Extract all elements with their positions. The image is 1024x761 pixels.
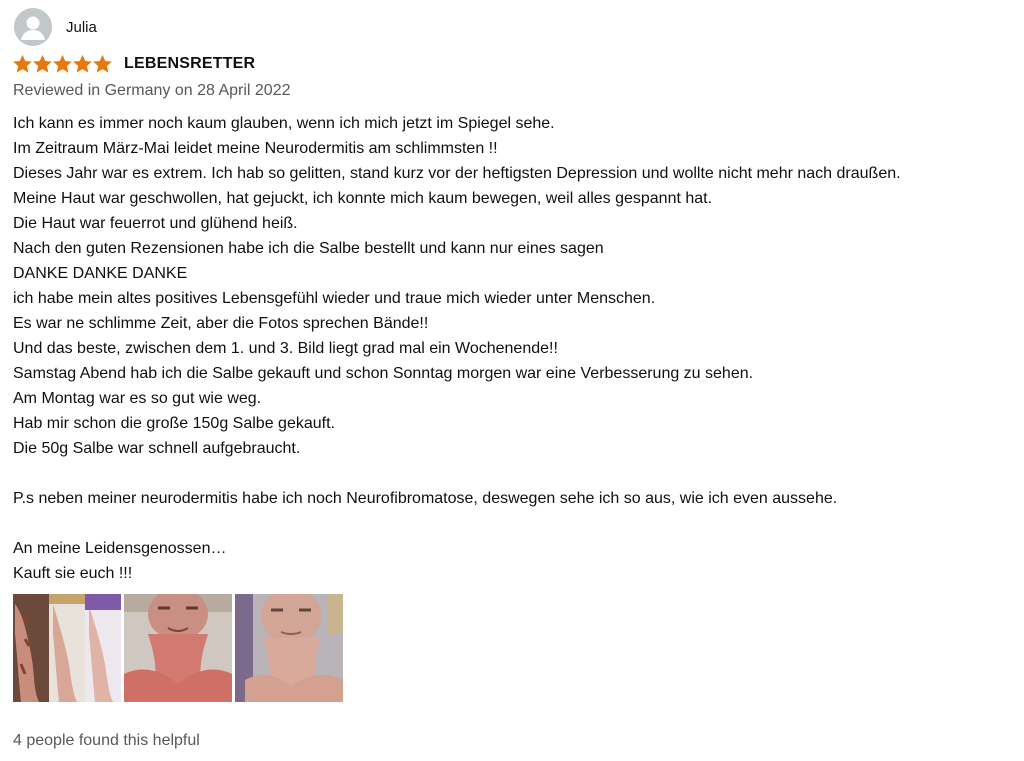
review-line: Ich kann es immer noch kaum glauben, wenn ich mich jetzt im Spiegel sehe. <box>13 115 555 132</box>
review-line: Dieses Jahr war es extrem. Ich hab so gelitten, stand kurz vor der heftigsten Depression und wollte nicht mehr nach draußen. <box>13 165 901 182</box>
star-icon <box>13 55 32 73</box>
review-line: Die Haut war feuerrot und glühend heiß. <box>13 215 298 232</box>
review-line: Meine Haut war geschwollen, hat gejuckt, ich konnte mich kaum bewegen, weil alles gespannt hat. <box>13 190 713 207</box>
helpful-count: 4 people found this helpful <box>13 732 200 749</box>
star-rating[interactable] <box>13 55 113 73</box>
star-icon <box>93 55 112 73</box>
reviewer-profile[interactable] <box>14 8 97 46</box>
review-line: Und das beste, zwischen dem 1. und 3. Bild liegt grad mal ein Wochenende!! <box>13 340 558 357</box>
default-avatar-icon[interactable] <box>14 8 52 46</box>
review-blank-line <box>13 461 1018 486</box>
review-line: Hab mir schon die große 150g Salbe gekauft. <box>13 415 335 432</box>
review-line: Im Zeitraum März-Mai leidet meine Neurodermitis am schlimmsten !! <box>13 140 498 157</box>
star-icon <box>53 55 72 73</box>
review-title[interactable]: LEBENSRETTER <box>124 55 256 72</box>
review-line: Kauft sie euch !!! <box>13 565 133 582</box>
review-line: An meine Leidensgenossen… <box>13 540 227 557</box>
review-line: Am Montag war es so gut wie weg. <box>13 390 262 407</box>
review-photo-neck-after[interactable] <box>235 594 343 702</box>
review-line: P.s neben meiner neurodermitis habe ich noch Neurofibromatose, deswegen sehe ich so aus, wie ich even aussehe. <box>13 490 838 507</box>
review-line: DANKE DANKE DANKE <box>13 265 188 282</box>
review-photo-arms[interactable] <box>13 594 121 702</box>
rating-row <box>13 55 255 73</box>
star-icon <box>33 55 52 73</box>
review-blank-line <box>13 511 1018 536</box>
star-icon <box>73 55 92 73</box>
review-line: Die 50g Salbe war schnell aufgebraucht. <box>13 440 301 457</box>
review-line: ich habe mein altes positives Lebensgefühl wieder und traue mich wieder unter Menschen. <box>13 290 656 307</box>
review-line: Nach den guten Rezensionen habe ich die Salbe bestellt und kann nur eines sagen <box>13 240 604 257</box>
reviewer-name[interactable]: Julia <box>66 18 97 36</box>
review-date: Reviewed in Germany on 28 April 2022 <box>13 82 291 99</box>
review-line: Samstag Abend hab ich die Salbe gekauft und schon Sonntag morgen war eine Verbesserung zu sehen. <box>13 365 754 382</box>
review-images <box>13 594 346 702</box>
review-text <box>13 111 1018 586</box>
review-photo-neck-before[interactable] <box>124 594 232 702</box>
review-line: Es war ne schlimme Zeit, aber die Fotos sprechen Bände!! <box>13 315 429 332</box>
